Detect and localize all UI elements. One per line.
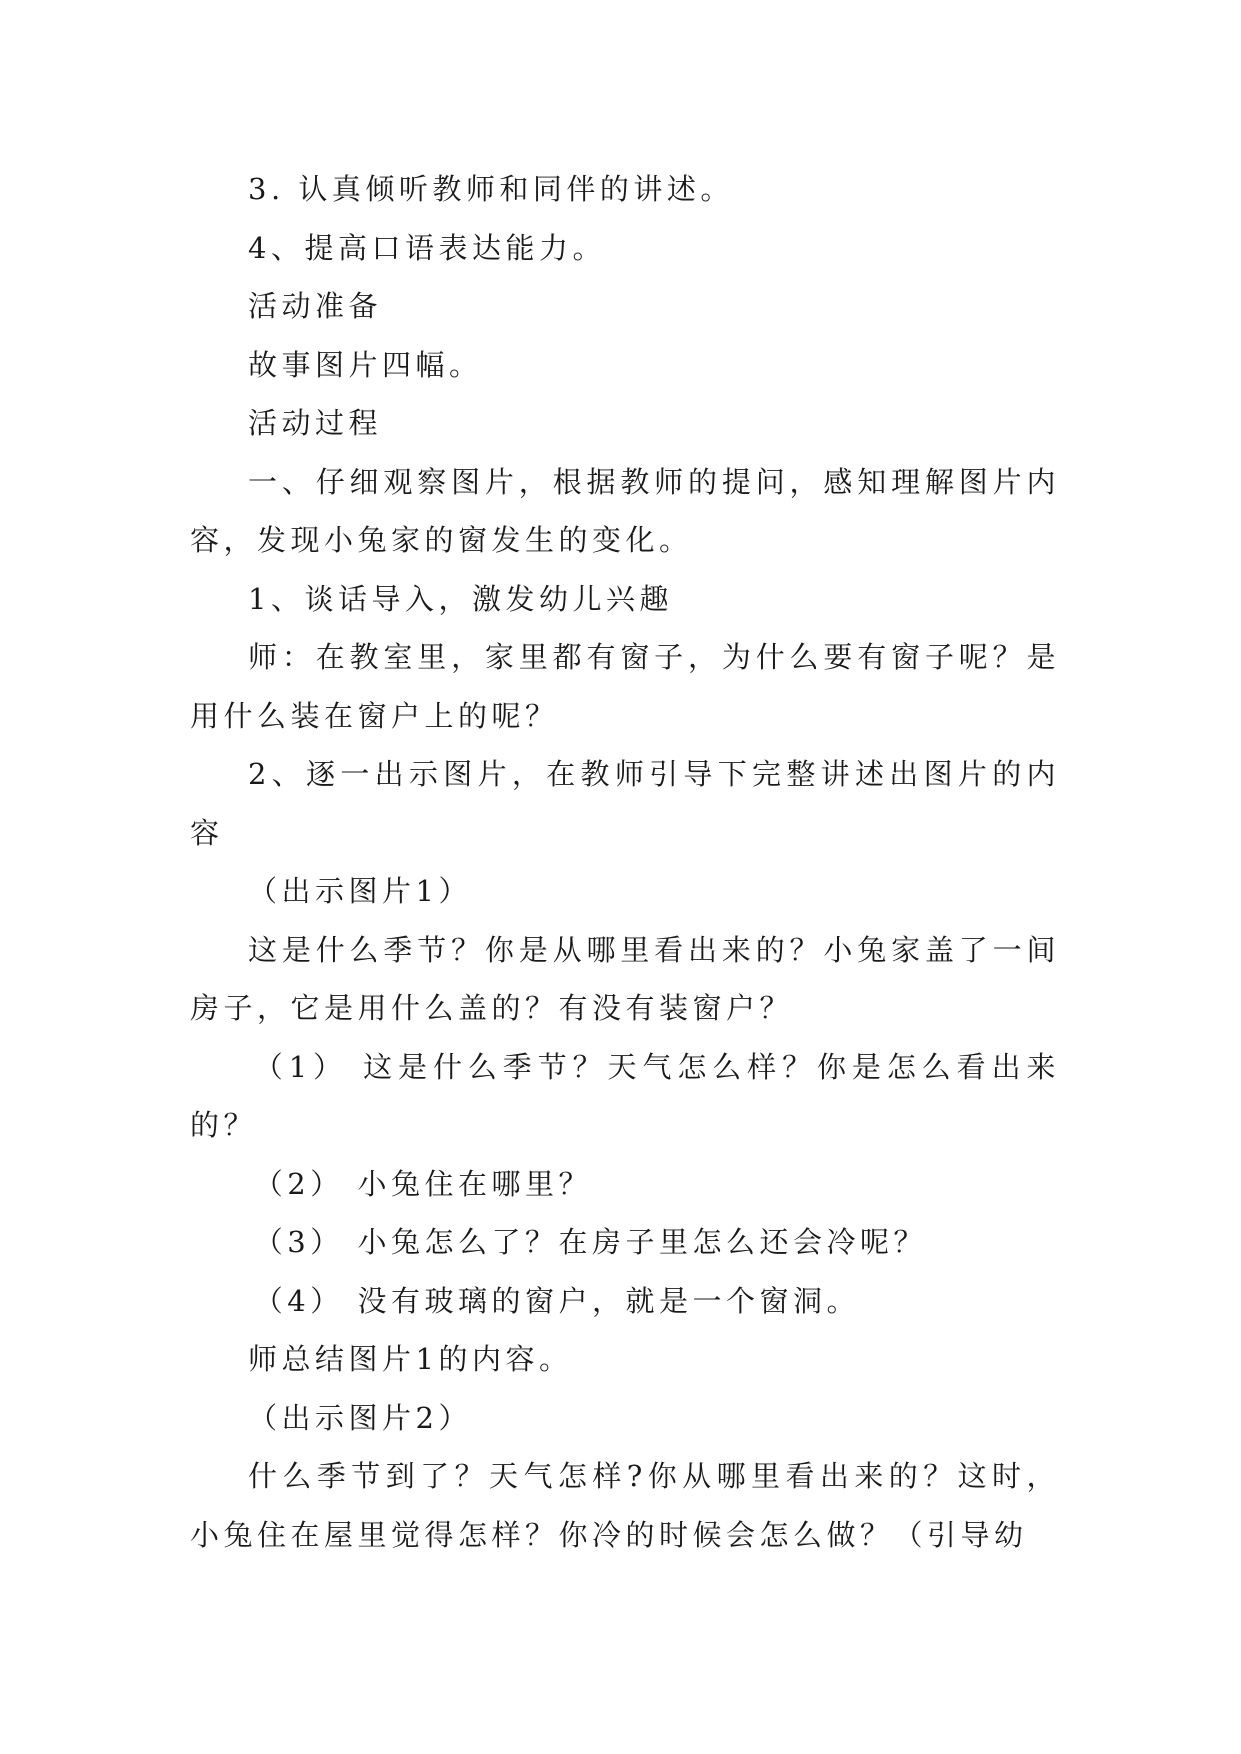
paragraph-picture-2-questions: 什么季节到了？天气怎样?你从哪里看出来的？这时，小兔住在屋里觉得怎样？你冷的时候会怎么做？（引导幼 xyxy=(190,1459,1060,1552)
paragraph-picture-1-questions: 这是什么季节？你是从哪里看出来的？小兔家盖了一间房子，它是用什么盖的？有没有装窗户？ xyxy=(190,932,1060,1025)
paragraph-show-picture-2: （出示图片2） xyxy=(248,1400,472,1435)
paragraph-question-2: （2） 小兔住在哪里？ xyxy=(253,1166,592,1201)
paragraph-materials: 故事图片四幅。 xyxy=(248,347,483,382)
paragraph-question-3: （3） 小兔怎么了？在房子里怎么还会冷呢？ xyxy=(253,1225,927,1259)
heading-activity-preparation: 活动准备 xyxy=(248,289,383,323)
paragraph-question-4: （4） 没有玻璃的窗户，就是一个窗洞。 xyxy=(253,1283,860,1318)
document-body xyxy=(190,160,1060,1564)
paragraph-question-1: （1） 这是什么季节？天气怎么样？你是怎么看出来的？ xyxy=(190,1049,1060,1142)
paragraph-goal-4: 4、提高口语表达能力。 xyxy=(248,230,606,265)
paragraph-goal-3: 3. 认真倾听教师和同伴的讲述。 xyxy=(248,172,734,206)
paragraph-step-one: 一、仔细观察图片，根据教师的提问，感知理解图片内容，发现小兔家的窗发生的变化。 xyxy=(190,464,1060,557)
paragraph-summary-picture-1: 师总结图片1的内容。 xyxy=(248,1342,573,1376)
paragraph-teacher-question: 师：在教室里，家里都有窗子，为什么要有窗子呢？是用什么装在窗户上的呢？ xyxy=(190,640,1060,733)
paragraph-step-1: 1、谈话导入，激发幼儿兴趣 xyxy=(248,581,673,616)
paragraph-show-picture-1: （出示图片1） xyxy=(248,874,472,908)
paragraph-step-2: 2、逐一出示图片，在教师引导下完整讲述出图片的内容 xyxy=(190,757,1060,850)
heading-activity-process: 活动过程 xyxy=(248,406,383,440)
